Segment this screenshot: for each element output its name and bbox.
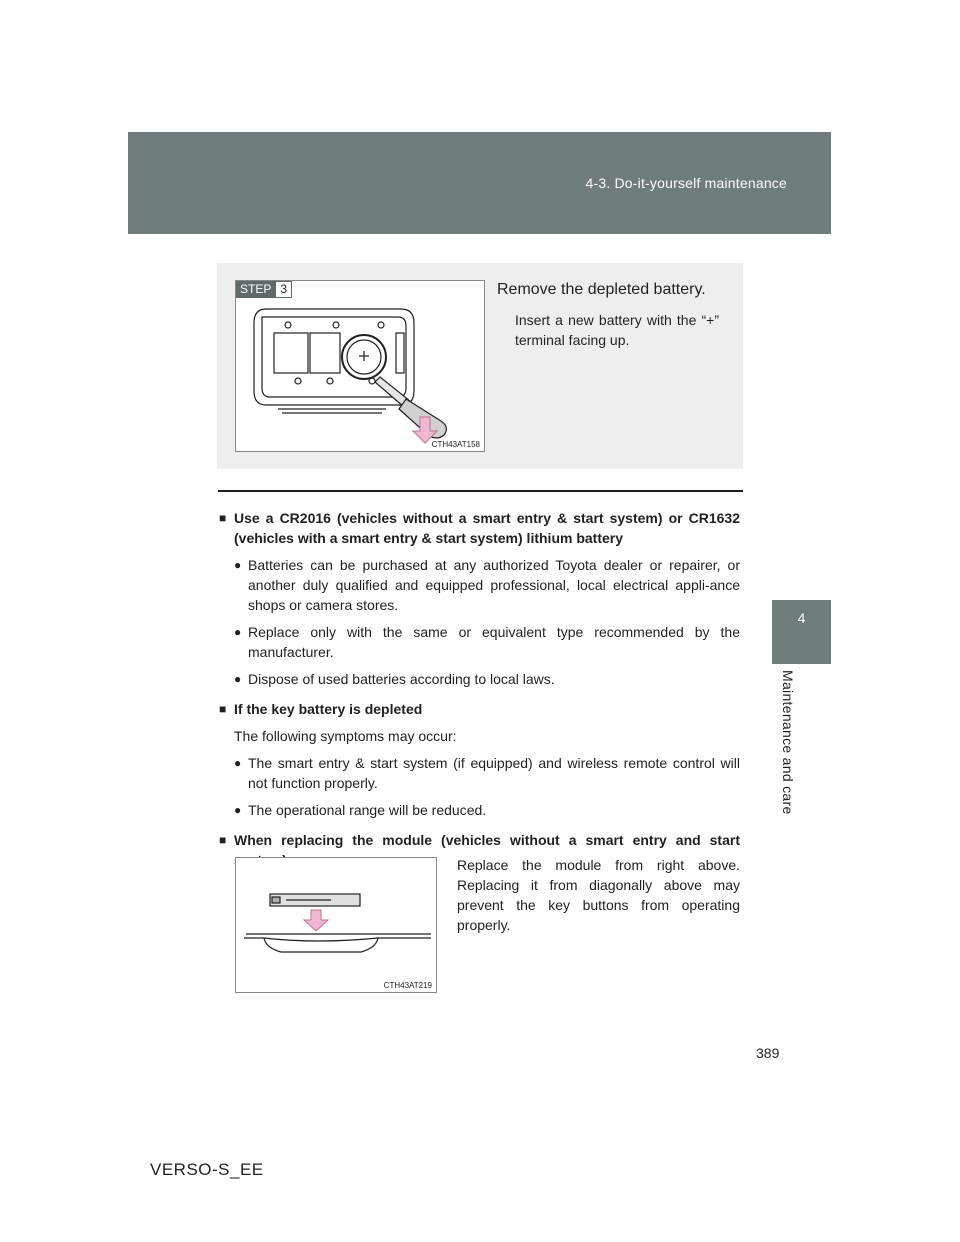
bullet-item: ● The operational range will be reduced. — [218, 800, 740, 820]
section-heading: ■ Use a CR2016 (vehicles without a smart entry & start system) or CR1632 (vehicles with a smart entry & start system) lithium battery — [218, 508, 740, 548]
chapter-header — [128, 132, 831, 234]
step-badge-number: 3 — [275, 281, 292, 298]
section-intro: The following symptoms may occur: — [234, 728, 457, 744]
key-battery-illustration — [236, 281, 484, 451]
module-replacement-figure — [235, 857, 437, 993]
step-instruction: Insert a new battery with the “+” terminal facing up. — [515, 312, 719, 348]
section-title: 4-3. Do-it-yourself maintenance — [585, 175, 787, 191]
figure-code: CTH43AT219 — [383, 981, 432, 990]
bullet-item: ● Dispose of used batteries according to local laws. — [218, 669, 740, 689]
chapter-number: 4 — [797, 610, 806, 626]
step-badge-label: STEP — [236, 281, 275, 298]
section-heading: ■ If the key battery is depleted — [218, 699, 740, 719]
battery-removal-figure — [235, 280, 485, 452]
figure-code: CTH43AT158 — [431, 440, 480, 449]
notes-body — [218, 508, 740, 870]
bullet-item: ● The smart entry & start system (if equipped) and wireless remote control will not function properly. — [218, 753, 740, 793]
module-illustration — [236, 858, 436, 992]
bullet-item: ● Replace only with the same or equivalent type recommended by the manufacturer. — [218, 622, 740, 662]
page-number: 389 — [756, 1045, 780, 1061]
section-divider — [218, 490, 743, 492]
chapter-label: Maintenance and care — [780, 670, 796, 815]
bullet-item: ● Batteries can be purchased at any authorized Toyota dealer or repairer, or another duly qualified and equipped professional, local electrical appli-ance shops or camera stores. — [218, 555, 740, 615]
model-code: VERSO-S_EE — [150, 1160, 264, 1179]
module-instruction: Replace the module from right above. Replacing it from diagonally above may prevent the key buttons from operating properly. — [457, 857, 740, 933]
section-heading: ■ When replacing the module (vehicles without a smart entry and start — [218, 830, 740, 870]
chapter-tab — [772, 600, 831, 664]
step-heading: Remove the depleted battery. — [497, 281, 706, 298]
